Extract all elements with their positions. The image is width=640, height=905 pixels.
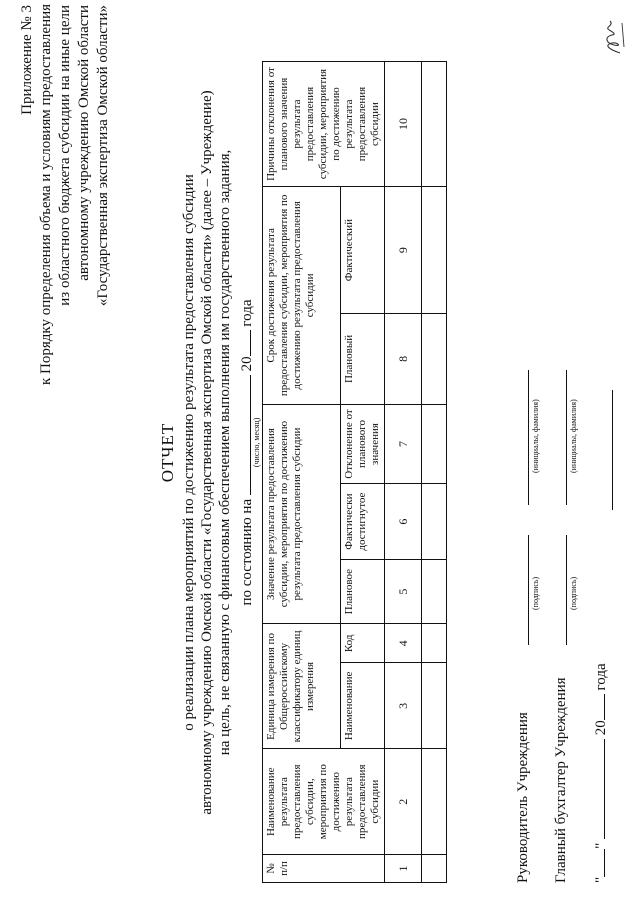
header-term-plan: Плановый [340,314,384,405]
signature-hint: (подпись) [569,576,578,610]
column-number-row [385,62,422,883]
table-cell[interactable] [422,624,447,663]
signing-year-prefix: 20 [593,720,609,736]
date-prefix: по состоянию на [239,498,255,606]
head-signature-line[interactable] [528,535,529,645]
appendix-block [18,5,113,385]
report-date-line [236,0,261,905]
header-term-fact: Фактический [340,187,384,314]
table-cell[interactable] [422,749,447,855]
head-signature-label: Руководитель Учреждения [515,712,531,883]
header-unit-name: Наименование [340,663,384,749]
year-blank[interactable] [236,330,251,356]
column-number: 4 [385,624,422,663]
date-blank[interactable] [236,375,261,495]
stray-line [612,390,613,510]
day-blank[interactable] [590,849,605,877]
column-number: 7 [385,404,422,484]
initials-hint: (инициалы, фамилия) [531,399,540,473]
header-value: Значение результата предоставления субсидии, мероприятия по достижению результата предоставления субсидии [263,404,341,624]
table-row [422,62,447,883]
appendix-line: «Государственная экспертиза Омской области» [95,5,111,307]
subtitle-line: о реализации плана мероприятий по достижению результата предоставления субсидии [181,174,197,731]
signature-hint: (подпись) [531,576,540,610]
table-cell[interactable] [422,484,447,559]
signing-year-suffix: года [593,663,609,691]
table-cell[interactable] [422,404,447,484]
table-cell[interactable] [422,187,447,314]
header-value-fact: Фактически достигнутое [340,484,384,559]
handwritten-initials-mark [598,17,628,57]
table-cell[interactable] [422,62,447,187]
table-cell[interactable] [422,559,447,624]
table-cell[interactable] [422,855,447,883]
initials-hint: (инициалы, фамилия) [569,399,578,473]
appendix-line: автономному учреждению Омской области [76,5,92,281]
subtitle-line: на цель, не связанную с финансовым обеспечением выполнения им государственного задания, [217,149,233,756]
column-number: 8 [385,314,422,405]
header-term: Срок достижения результата предоставления субсидии, мероприятия по достижению результата предоставления субсидии [263,187,341,405]
column-number: 5 [385,559,422,624]
header-unit-code: Код [340,624,384,663]
column-number: 2 [385,749,422,855]
appendix-number: Приложение № 3 [19,5,35,115]
month-blank[interactable] [590,739,605,839]
column-number: 3 [385,663,422,749]
appendix-line: к Порядку определения объема и условиям предоставления [38,3,54,385]
table-cell[interactable] [422,314,447,405]
accountant-signature-line[interactable] [566,535,567,645]
header-value-deviation: Отклонение от планового значения [340,404,384,484]
date-year-suffix: года [239,299,255,327]
signing-date [590,663,610,883]
accountant-signature-label: Главный бухгалтер Учреждения [553,677,569,883]
column-number: 9 [385,187,422,314]
date-quote-open: " [593,876,609,883]
column-number: 10 [385,62,422,187]
header-num: № п/п [263,855,385,883]
header-unit: Единица измерения по Общероссийскому классификатору единиц измерения [263,624,341,749]
header-result-name: Наименование результата предоставления субсидии, мероприятия по достижению результата предоставления субсидии [263,749,385,855]
table-cell[interactable] [422,663,447,749]
date-quote-close: " [593,842,609,849]
header-value-plan: Плановое [340,559,384,624]
header-reasons: Причины отклонения от планового значения результата предоставления субсидии, мероприятия по достижению результата предоставления субсидии [263,62,385,187]
head-initials-line[interactable] [528,370,529,505]
report-subtitle [180,40,234,865]
date-year-prefix: 20 [239,356,255,372]
date-hint: (число, месяц) [252,417,261,468]
accountant-initials-line[interactable] [566,370,567,505]
column-number: 1 [385,855,422,883]
signing-year-blank[interactable] [590,694,605,720]
column-number: 6 [385,484,422,559]
appendix-line: из областного бюджета субсидии на иные цели [57,5,73,306]
report-title: ОТЧЕТ [158,422,177,483]
subtitle-line: автономному учреждению Омской области «Государственная экспертиза Омской области» (далее – Учреждение) [199,90,215,815]
report-table [262,61,447,883]
